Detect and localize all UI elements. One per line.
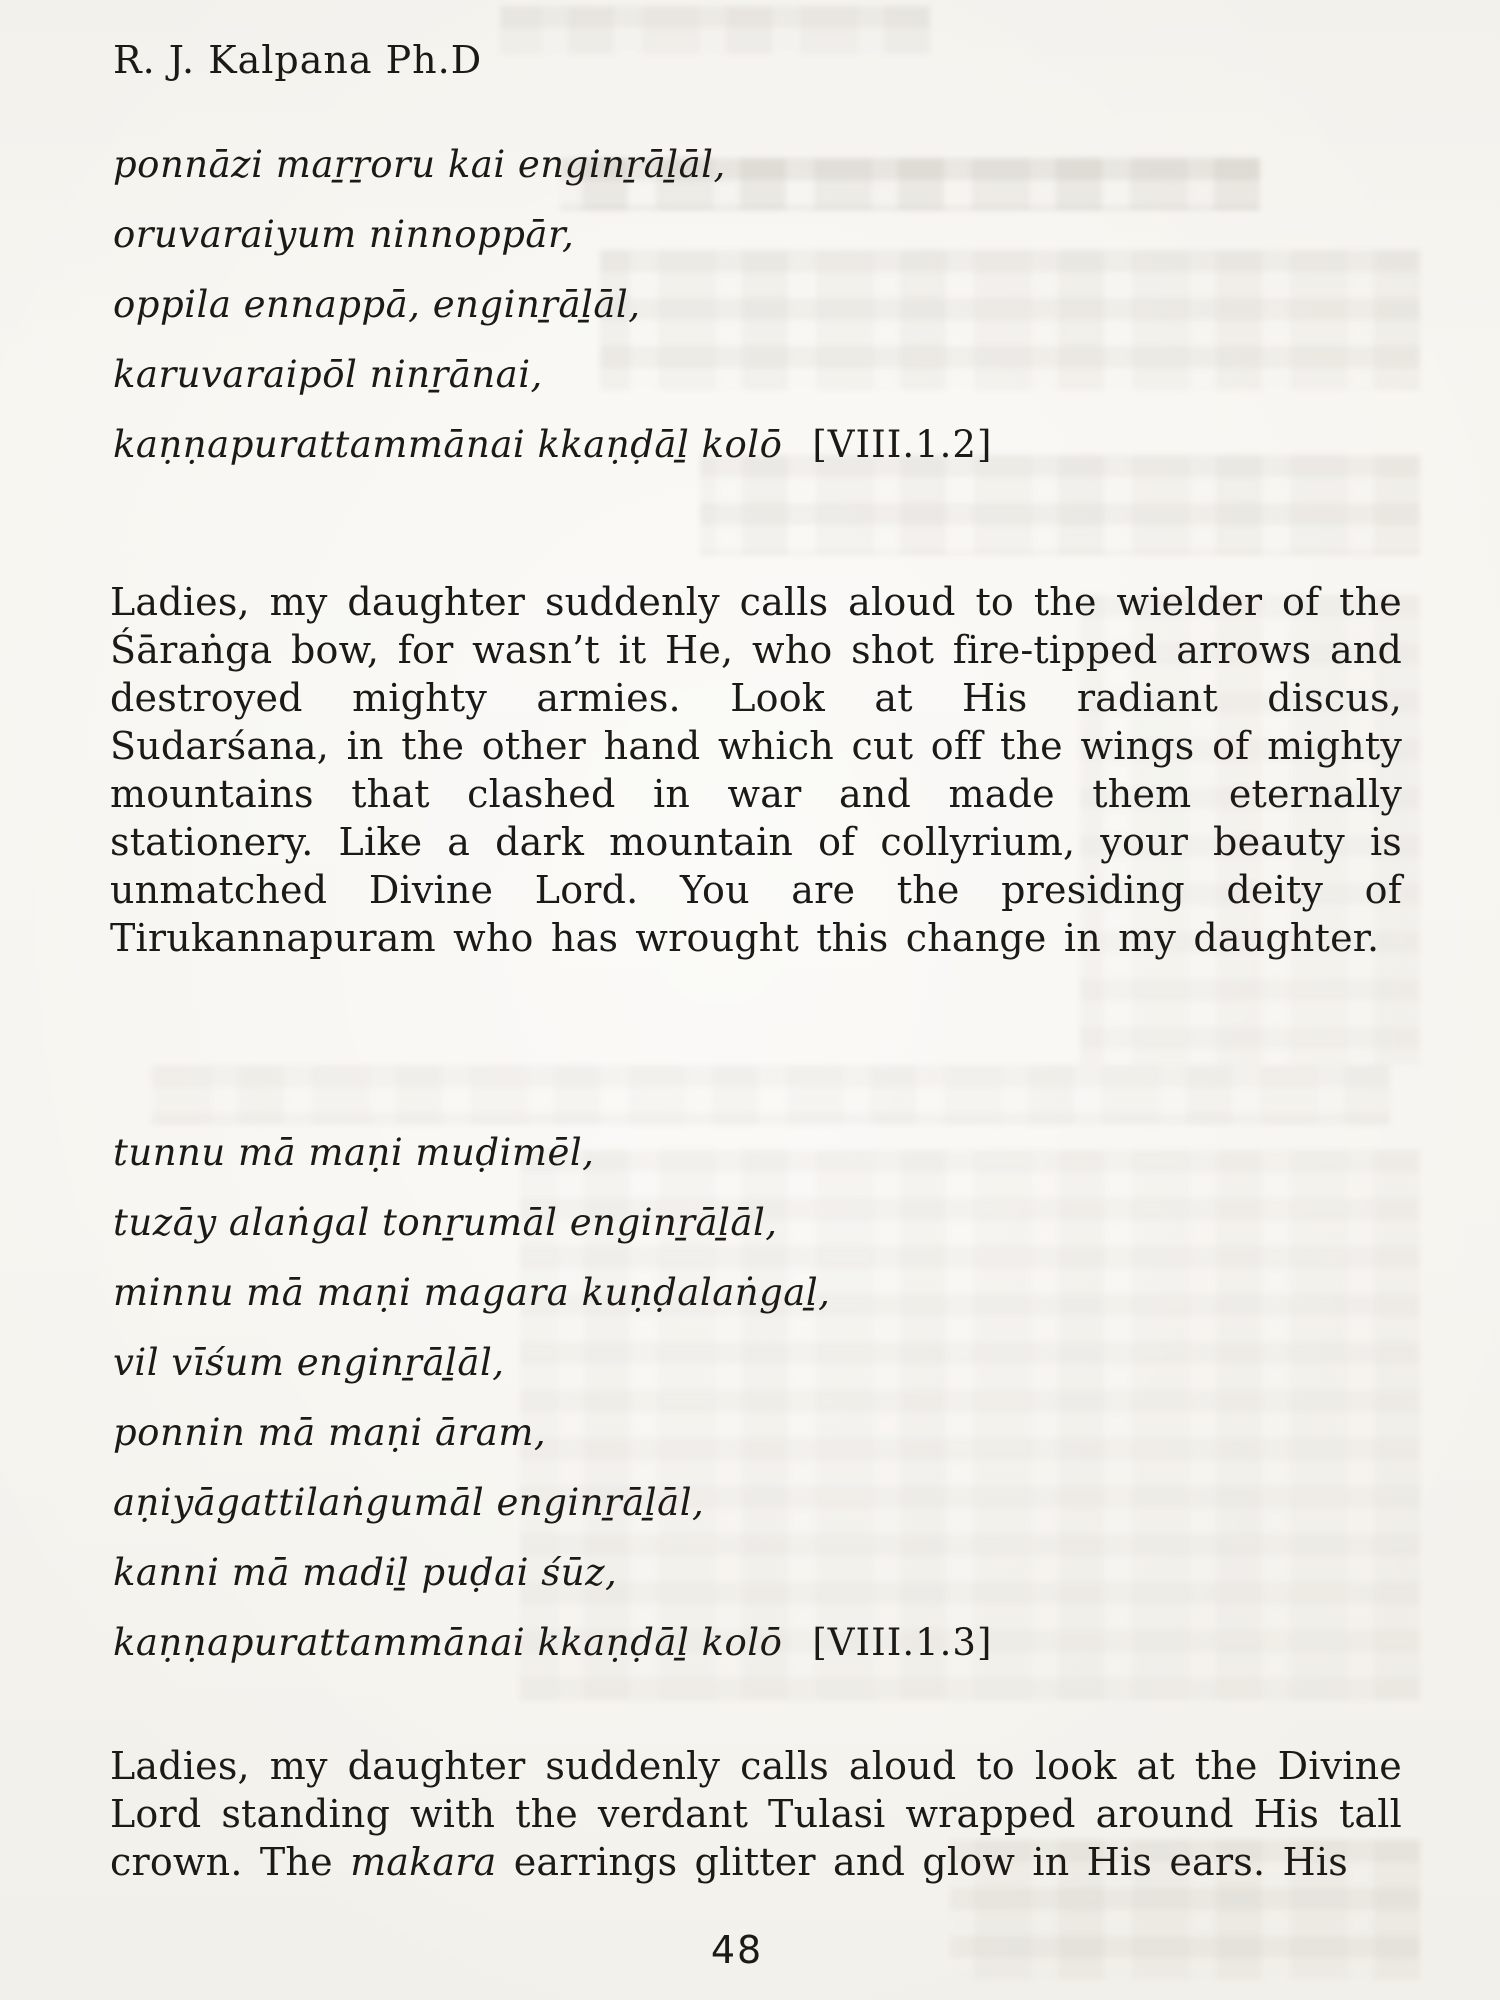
verse-2 [113,1118,992,1678]
verse-line: tunnu mā maṇi muḍimēl, [113,1131,595,1174]
verse-line: aṇiyāgattilaṅgumāl enginṟāḻāl, [113,1481,705,1524]
verse-line: karuvaraipōl ninṟānai, [113,353,543,396]
verse-line-text: kaṇṇapurattammānai kkaṇḍāḻ kolō [113,423,783,466]
emphasis-makara: makara [350,1840,497,1884]
verse-reference: [VIII.1.3] [812,1621,993,1664]
verse-line: vil vīśum enginṟāḻāl, [113,1341,505,1384]
verse-line: ponnin mā maṇi āram, [113,1411,547,1454]
translation-paragraph-2 [110,1742,1402,1886]
verse-line [113,1608,992,1678]
paragraph-segment: Ladies, my daughter suddenly calls aloud to look at the Divine Lord standing with the verdant Tulasi wrapped around His tall crown. The [110,1744,1402,1884]
bleedthrough-smudge [150,1065,1390,1125]
verse-line: oppila ennappā, enginṟāḻāl, [113,283,641,326]
translation-paragraph-1: Ladies, my daughter suddenly calls aloud to the wielder of the Śāraṅga bow, for wasn’t it He, who shot fire-tipped arrows and destroyed mighty armies. Look at His radiant discus, Sudarśana, in the other hand which cut off the wings of mighty mountains that clashed in war and made them eternally stationery. Like a dark mountain of collyrium, your beauty is unmatched Divine Lord. You are the presiding deity of Tirukannapuram who has wrought this change in my daughter. [110,580,1402,960]
verse-line-text: kaṇṇapurattammānai kkaṇḍāḻ kolō [113,1621,783,1664]
paragraph-segment: earrings glitter and glow in His ears. His [496,1840,1348,1884]
verse-1 [113,130,992,480]
bleedthrough-smudge [500,6,930,54]
verse-line [113,410,992,480]
verse-line: tuzāy alaṅgal tonṟumāl enginṟāḻāl, [113,1201,778,1244]
verse-line: ponnāzi maṟṟoru kai enginṟāḻāl, [113,143,726,186]
verse-reference: [VIII.1.2] [812,423,993,466]
page-number: 48 [710,1928,764,1972]
verse-line: kanni mā madiḻ puḍai śūz, [113,1551,618,1594]
author-header: R. J. Kalpana Ph.D [113,38,483,82]
verse-line: oruvaraiyum ninnoppār, [113,213,575,256]
verse-line: minnu mā maṇi magara kuṇḍalaṅgaḻ, [113,1271,831,1314]
